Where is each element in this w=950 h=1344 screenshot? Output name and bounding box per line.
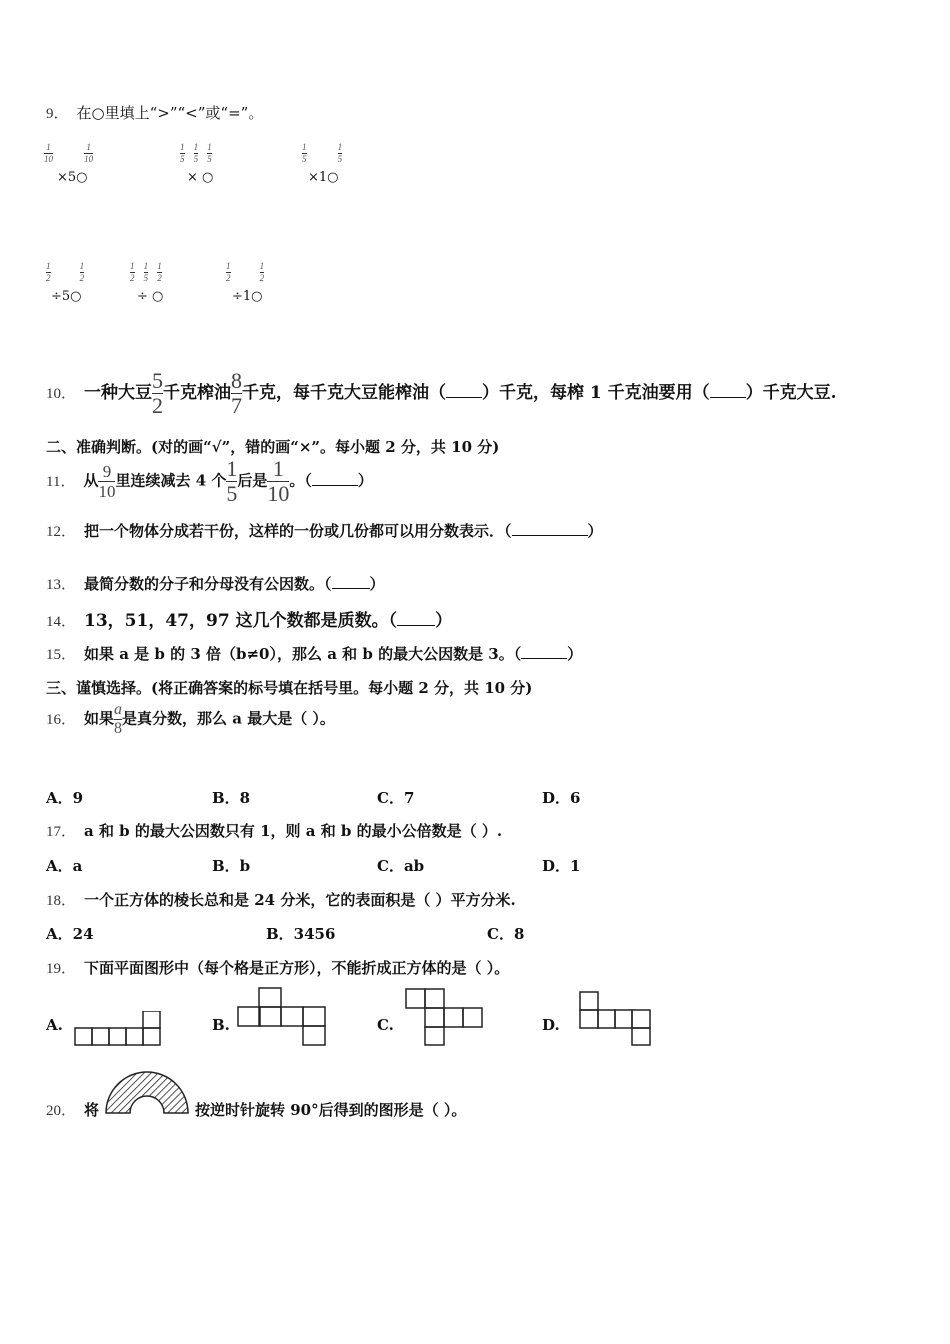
answer-blank[interactable] [312, 473, 358, 486]
answer-blank[interactable] [710, 385, 746, 398]
q10: 10． 一种大豆 $\frac{5}{2}$ 千克榨油 $\frac{8}{7}$ 千克，每千克大豆能榨油（ ）千克，每榨 1 千克油要用（ ）千克大豆. [46, 368, 837, 418]
q9-op-1: ×5○ [57, 170, 88, 185]
fraction: $\frac{8}{7}$ [231, 368, 243, 418]
q18-option-c[interactable]: C．8 [487, 925, 525, 943]
fraction: $\frac{1}{2}$ [157, 261, 162, 283]
q9-op-6: ÷1○ [232, 289, 263, 304]
section-2-heading: 二、准确判断。(对的画“√”，错的画“×”。每小题 2 分，共 10 分) [46, 438, 500, 456]
q9-item-2 [180, 143, 212, 164]
q11: 11． 从 $\frac{9}{10}$ 里连续减去 4 个 $\frac{1}{5}$ 后是 $\frac{1}{10}$ 。（ ） [46, 456, 373, 506]
q9-item-1 [44, 143, 93, 164]
answer-blank[interactable] [521, 646, 567, 659]
fraction: $\frac{1}{2}$ [259, 261, 265, 283]
q9-item-6 [226, 262, 264, 283]
q17-option-d[interactable]: D．1 [542, 857, 581, 875]
q16-option-c[interactable]: C．7 [377, 789, 415, 807]
fraction: $\frac{1}{5}$ [207, 142, 212, 164]
fraction: $\frac{1}{5}$ [226, 456, 238, 506]
q9-op-3: ×1○ [308, 170, 339, 185]
q12: 12． 把一个物体分成若干份，这样的一份或几份都可以用分数表示．（ ） [46, 522, 603, 540]
fraction: $\frac{1}{10}$ [84, 142, 94, 164]
net-figure-c [405, 988, 485, 1046]
fraction: $\frac{1}{5}$ [302, 142, 307, 164]
q17-option-c[interactable]: C．ab [377, 857, 425, 875]
fraction: $\frac{a}{8}$ [114, 701, 123, 737]
q9-item-4 [46, 262, 84, 283]
q9-op-5: ÷ ○ [137, 289, 164, 304]
q16: 16． 如果 $\frac{a}{8}$ 是真分数，那么 a 最大是（ ）。 [46, 701, 335, 737]
q9-item-5 [130, 262, 162, 283]
fraction: $\frac{1}{2}$ [46, 261, 51, 283]
q18-option-a[interactable]: A．24 [46, 925, 94, 943]
q20-num: 20． 将 [46, 1101, 100, 1119]
q19-option-b[interactable]: B. [212, 1016, 230, 1034]
q9-op-2: × ○ [187, 170, 214, 185]
fraction: $\frac{1}{10}$ [44, 142, 53, 164]
q18: 18． 一个正方体的棱长总和是 24 分米，它的表面积是（ ）平方分米. [46, 891, 516, 909]
answer-blank[interactable] [512, 523, 588, 536]
fraction: $\frac{1}{5}$ [337, 142, 343, 164]
half-ring-figure [104, 1070, 190, 1116]
q16-option-b[interactable]: B．8 [212, 789, 251, 807]
fraction: $\frac{1}{2}$ [130, 261, 135, 283]
section-3-heading: 三、谨慎选择。(将正确答案的标号填在括号里。每小题 2 分，共 10 分) [46, 679, 533, 697]
q9-title: 9． 在○里填上“>”“<”或“=”。 [46, 104, 264, 122]
fraction: $\frac{1}{5}$ [180, 142, 185, 164]
fraction: $\frac{1}{5}$ [143, 261, 149, 283]
q9-item-3 [302, 143, 342, 164]
fraction: $\frac{9}{10}$ [98, 462, 116, 501]
fraction: $\frac{1}{5}$ [193, 142, 199, 164]
q19-option-c[interactable]: C. [377, 1016, 394, 1034]
q16-option-a[interactable]: A．9 [46, 789, 84, 807]
q19-option-d[interactable]: D. [542, 1016, 560, 1034]
q19-option-a[interactable]: A. [46, 1016, 63, 1034]
q13: 13． 最简分数的分子和分母没有公因数。（ ） [46, 575, 385, 593]
fraction: $\frac{5}{2}$ [152, 368, 164, 418]
q20-text: 按逆时针旋转 90°后得到的图形是（ ）。 [195, 1101, 467, 1119]
net-figure-a [74, 1011, 164, 1047]
answer-blank[interactable] [397, 613, 435, 626]
q16-option-d[interactable]: D．6 [542, 789, 581, 807]
answer-blank[interactable] [446, 385, 482, 398]
answer-blank[interactable] [332, 576, 370, 589]
q19: 19． 下面平面图形中（每个格是正方形），不能折成正方体的是（ ）。 [46, 959, 510, 977]
fraction: $\frac{1}{2}$ [226, 261, 231, 283]
q18-option-b[interactable]: B．3456 [266, 925, 336, 943]
net-figure-b [237, 987, 329, 1047]
q15: 15． 如果 a 是 b 的 3 倍（b≠0），那么 a 和 b 的最大公因数是 3。（ ） [46, 645, 583, 663]
q9-op-4: ÷5○ [51, 289, 82, 304]
q17-option-a[interactable]: A．a [46, 857, 83, 875]
fraction: $\frac{1}{10}$ [267, 456, 290, 506]
net-figure-d [579, 991, 653, 1047]
q17-option-b[interactable]: B．b [212, 857, 251, 875]
fraction: $\frac{1}{2}$ [79, 261, 85, 283]
q14: 14． 13，51，47，97 这几个数都是质数。（ ） [46, 611, 453, 631]
q17: 17． a 和 b 的最大公因数只有 1，则 a 和 b 的最小公倍数是（ ）. [46, 822, 503, 840]
